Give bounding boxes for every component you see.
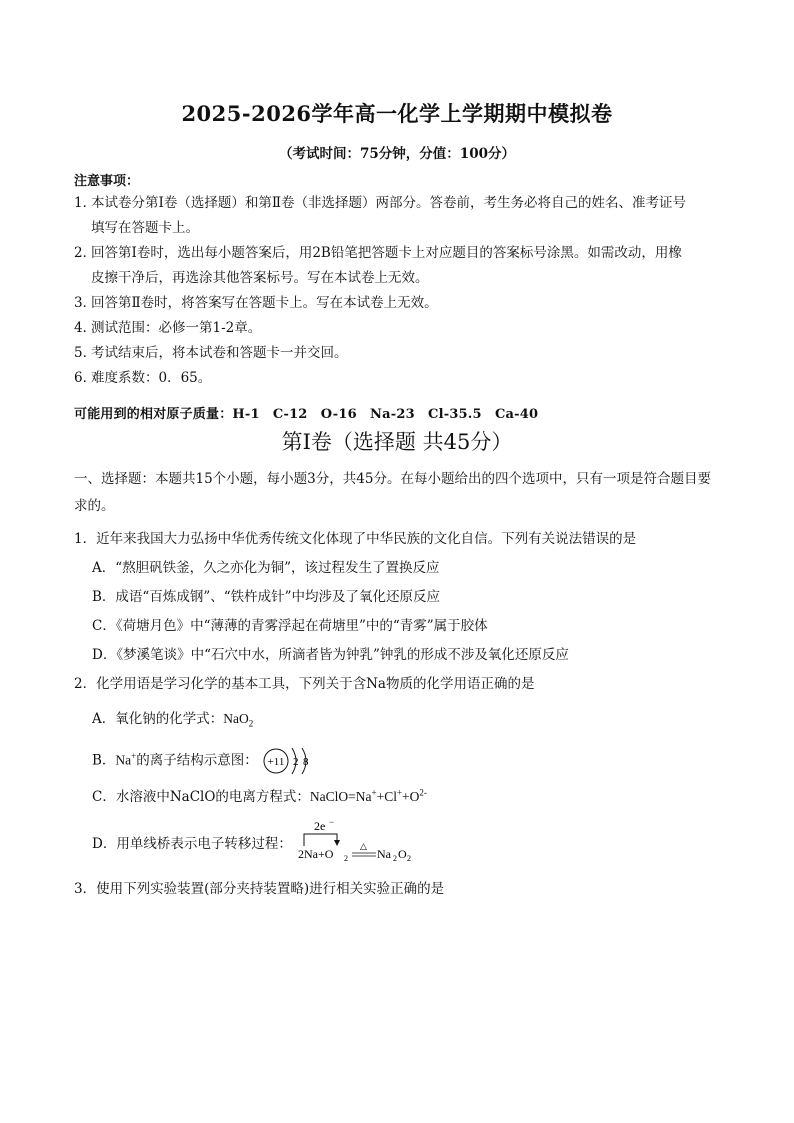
question-3-stem: 3．使用下列实验装置(部分夹持装置略)进行相关实验正确的是 [74,881,445,897]
product-o: O [398,847,407,861]
single-bridge-line [304,834,337,846]
reactant-subscript: 2 [344,854,348,863]
notice-heading: 注意事项： [74,174,140,189]
electron-shell-2-count: 8 [303,756,309,768]
product-sub-2: 2 [407,854,411,863]
electron-shell-1-count: 2 [293,756,299,768]
question-2-stem: 2．化学用语是学习化学的基本工具，下列关于含Na物质的化学用语正确的是 [74,676,535,692]
notice-item: 4． 测试范围：必修一第1-2章。 [74,320,262,336]
question-1-option-b: B．成语“百炼成钢”、“铁杵成针”中均涉及了氧化还原反应 [92,589,441,605]
question-1-stem: 1．近年来我国大力弘扬中华优秀传统文化体现了中华民族的文化自信。下列有关说法错误的是 [74,531,637,547]
question-2-option-d: D．用单线桥表示电子转移过程： [92,836,292,852]
notice-item: 1． 本试卷分第Ⅰ卷（选择题）和第Ⅱ卷（非选择题）两部分。答卷前，考生务必将自己的姓名、准考证号 填写在答题卡上。 [74,195,687,236]
question-1-option-d: D．《梦溪笔谈》中“石穴中水，所滴者皆为钟乳”钟乳的形成不涉及氧化还原反应 [92,647,569,663]
electron-count: 2e [314,819,326,833]
notice-item: 5． 考试结束后，将本试卷和答题卡一并交回。 [74,345,348,361]
electron-transfer-diagram [296,818,436,864]
section-title: 第Ⅰ卷（选择题 共45分） [281,430,513,454]
heat-symbol: △ [360,842,367,852]
section-instruction: 一、选择题：本题共15个小题，每小题3分，共45分。在每小题给出的四个选项中，只有一项是符合题目要求的。 [74,471,711,514]
question-2-option-b: B．Na+的离子结构示意图： +11 2 8 [92,746,320,776]
notice-item: 6． 难度系数：0．65。 [74,370,212,386]
question-1-option-a: A．“熬胆矾铁釜，久之亦化为铜”，该过程发生了置换反应 [92,560,440,576]
question-1-option-c: C．《荷塘月色》中“薄薄的青雾浮起在荷塘里”中的“青雾”属于胶体 [92,618,488,634]
ion-structure-diagram [262,746,320,776]
notice-list [74,191,734,391]
electron-sign: − [329,818,335,827]
exam-info: （考试时间：75分钟，分值：100分） [279,146,515,162]
atomic-masses: 可能用到的相对原子质量：H-1 C-12 O-16 Na-23 Cl-35.5 Ca-40 [74,407,539,422]
question-2-option-c: C．水溶液中NaClO的电离方程式：$NaClO=Na^++Cl^++O^{2-}$ [92,787,427,805]
notice-item: 2． 回答第Ⅰ卷时，选出每小题答案后，用2B铅笔把答题卡上对应题目的答案标号涂黑。如需改动，用橡 皮擦干净后，再选涂其他答案标号。写在本试卷上无效。 [74,245,682,286]
page-title: 2025-2026学年高一化学上学期期中模拟卷 [181,101,613,126]
nucleus-charge: +11 [267,756,285,768]
bridge-arrowhead [334,840,340,846]
question-2-option-a: A．氧化钠的化学式：NaO$_2$ [92,711,254,729]
product-sub-1: 2 [393,854,397,863]
notice-item: 3． 回答第Ⅱ卷时，将答案写在答题卡上。写在本试卷上无效。 [74,295,438,311]
reactants: 2Na+O [298,847,334,861]
product-na: Na [377,847,391,861]
